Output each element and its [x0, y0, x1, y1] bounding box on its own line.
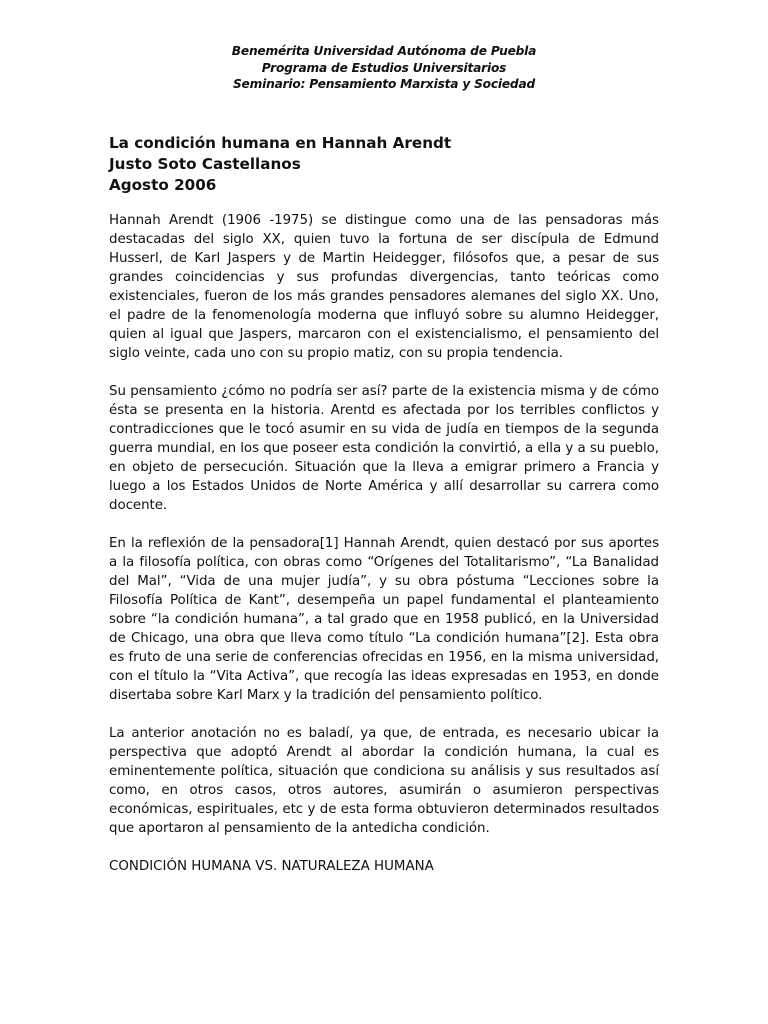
header-university: Benemérita Universidad Autónoma de Puebla: [231, 44, 537, 58]
paragraph: Hannah Arendt (1906 -1975) se distingue como una de las pensadoras más destacadas del siglo XX, quien tuvo la fortuna de ser discípula de Edmund Husserl, de Karl Jaspers y de Martin Heidegger, filósofos que, a pesar de sus grandes coincidencias y sus profundas divergencias, tanto teóricas como existenciales, fueron de los más grandes pensadores alemanes del siglo XX. Uno, el padre de la fenomenología moderna que influyó sobre su alumno Heidegger, quien al igual que Jaspers, marcaron con el existencialismo, el pensamiento del siglo veinte, cada uno con su propio matiz, con su propia tendencia.: [109, 213, 659, 361]
section-heading: CONDICIÓN HUMANA VS. NATURALEZA HUMANA: [109, 859, 434, 874]
paragraph: En la reflexión de la pensadora[1] Hannah Arendt, quien destacó por sus aportes a la filosofía política, con obras como “Orígenes del Totalitarismo”, “La Banalidad del Mal”, “Vida de una mujer judía”, y su obra póstuma “Lecciones sobre la Filosofía Política de Kant”, desempeña un papel fundamental el planteamiento sobre “la condición humana”, a tal grado que en 1958 publicó, en la Universidad de Chicago, una obra que lleva como título “La condición humana”[2]. Esta obra es fruto de una serie de conferencias ofrecidas en 1956, en la misma universidad, con el título la “Vita Activa”, que recogía las ideas expresadas en 1953, en donde disertaba sobre Karl Marx y la tradición del pensamiento político.: [109, 536, 659, 703]
institution-header: [0, 43, 768, 93]
header-seminar: Seminario: Pensamiento Marxista y Sociedad: [232, 77, 535, 91]
document-date: Agosto 2006: [109, 176, 217, 194]
document-author: Justo Soto Castellanos: [109, 155, 301, 173]
title-block: [109, 133, 669, 196]
body-text: [109, 211, 659, 876]
header-program: Programa de Estudios Universitarios: [261, 60, 507, 75]
document-title: La condición humana en Hannah Arendt: [109, 134, 452, 152]
paragraph: La anterior anotación no es baladí, ya que, de entrada, es necesario ubicar la perspectiva que adoptó Arendt al abordar la condición humana, la cual es eminentemente política, situación que condiciona su análisis y sus resultados así como, en otros casos, otros autores, asumirán o asumieron perspectivas económicas, espirituales, etc y de esta forma obtuvieron determinados resultados que aportaron al pensamiento de la antedicha condición.: [109, 726, 659, 836]
paragraph: Su pensamiento ¿cómo no podría ser así? parte de la existencia misma y de cómo ésta se presenta en la historia. Arentd es afectada por los terribles conflictos y contradicciones que le tocó asumir en su vida de judía en tiempos de la segunda guerra mundial, en los que poseer esta condición la convirtió, a ella y a su pueblo, en objeto de persecución. Situación que la lleva a emigrar primero a Francia y luego a los Estados Unidos de Norte América y allí desarrollar su carrera como docente.: [109, 384, 659, 513]
